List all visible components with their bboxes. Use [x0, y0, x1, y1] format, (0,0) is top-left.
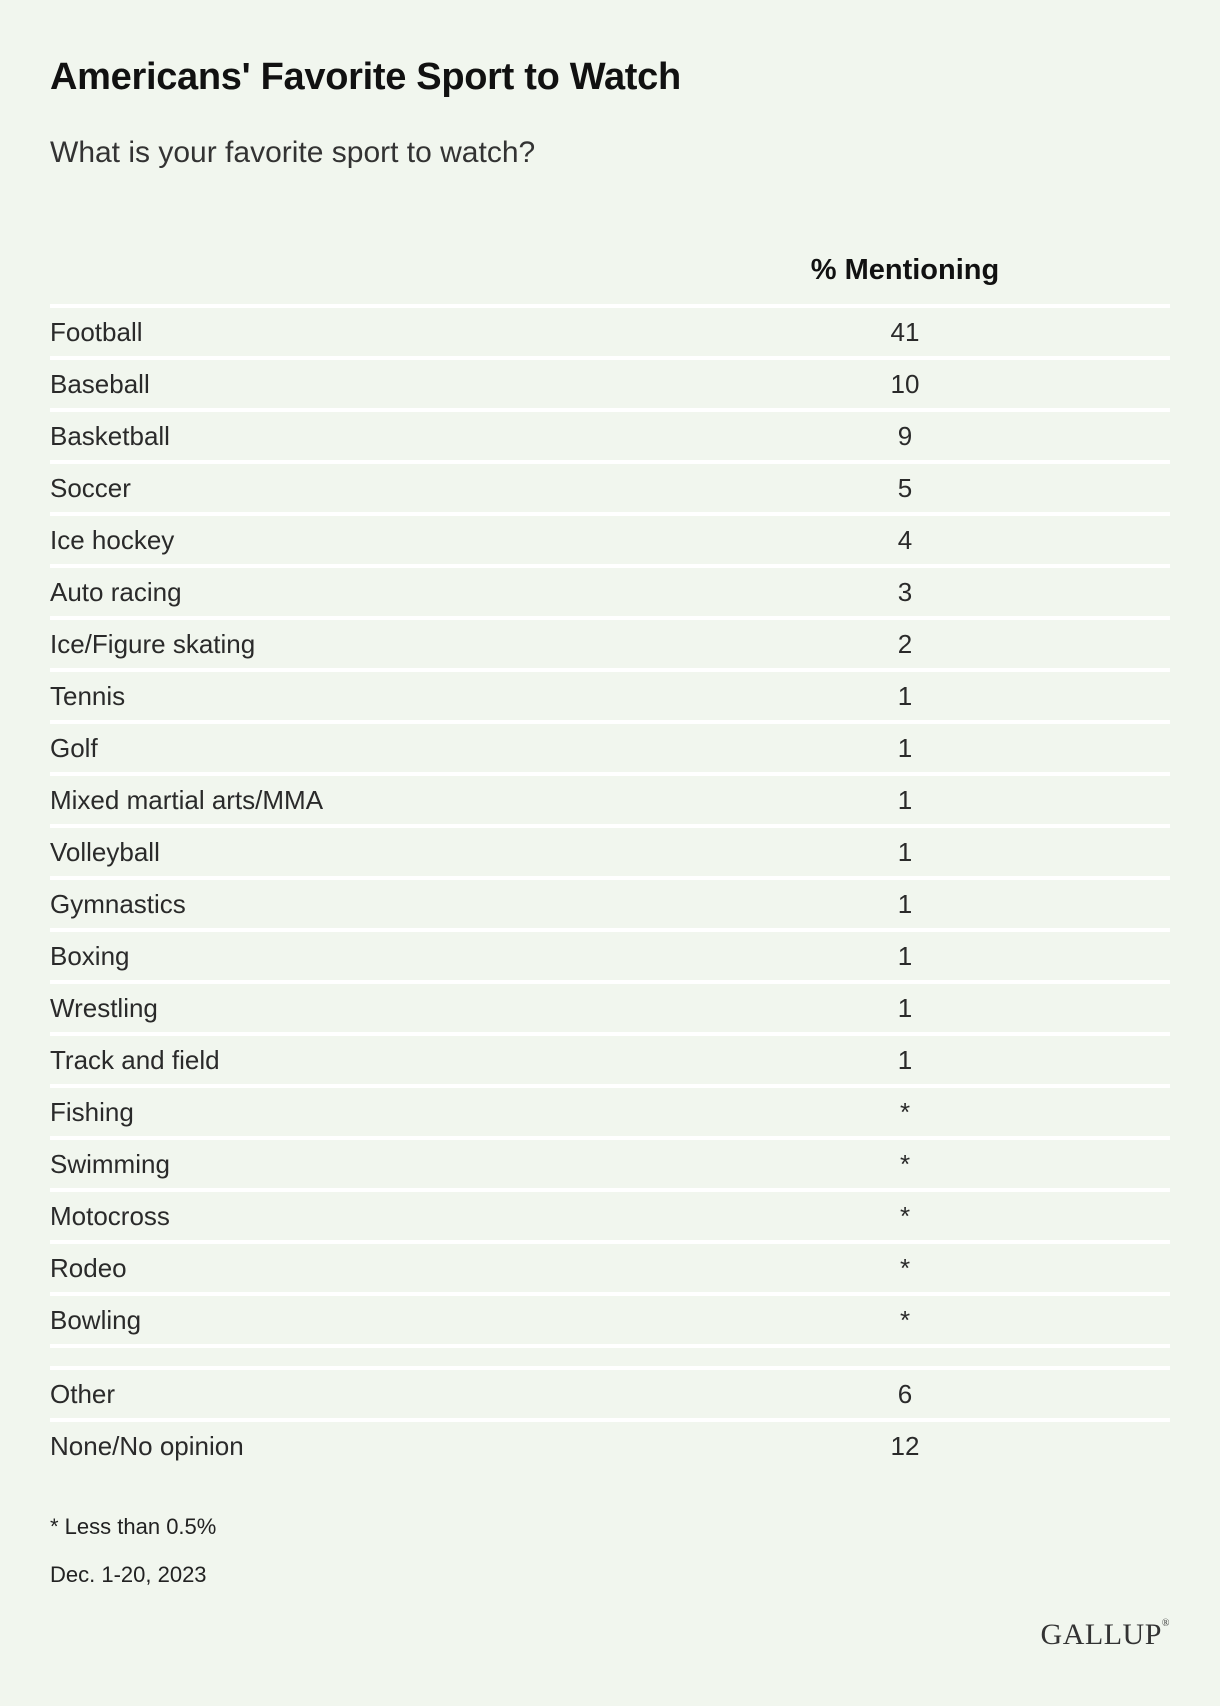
table-row: [50, 516, 1170, 564]
gallup-logo: [1041, 1618, 1170, 1652]
table-row: [50, 412, 1170, 460]
table-row: [50, 1036, 1170, 1084]
row-value: 12: [890, 1430, 920, 1461]
table-row: [50, 984, 1170, 1032]
row-value: *: [899, 1148, 911, 1179]
row-value: 1: [897, 888, 913, 919]
row-value: 6: [897, 1378, 913, 1409]
row-value: 9: [897, 420, 913, 451]
row-label: Golf: [50, 732, 98, 763]
registered-mark: ®: [1161, 1618, 1170, 1629]
row-value: 1: [897, 784, 913, 815]
row-label: Track and field: [50, 1044, 220, 1075]
row-label: Mixed martial arts/MMA: [50, 784, 324, 815]
row-label: Other: [50, 1378, 116, 1409]
row-label: Basketball: [50, 420, 170, 451]
row-label: Soccer: [50, 472, 131, 503]
table-row: [50, 620, 1170, 668]
column-header: % Mentioning: [810, 254, 1000, 286]
row-label: Wrestling: [50, 992, 158, 1023]
row-value: *: [899, 1096, 911, 1127]
group-gap: [50, 1348, 1170, 1366]
row-label: Bowling: [50, 1304, 142, 1335]
row-label: Boxing: [50, 940, 130, 971]
table-row: [50, 1088, 1170, 1136]
table-row: [50, 360, 1170, 408]
row-label: Fishing: [50, 1096, 134, 1127]
row-value: *: [899, 1252, 911, 1283]
table-row: [50, 1140, 1170, 1188]
table-row: [50, 880, 1170, 928]
row-label: Motocross: [50, 1200, 170, 1231]
table-row: [50, 1192, 1170, 1240]
row-label: Rodeo: [50, 1252, 127, 1283]
chart-title: Americans' Favorite Sport to Watch: [50, 56, 681, 98]
table-row: [50, 308, 1170, 356]
table-row: [50, 1244, 1170, 1292]
row-label: Baseball: [50, 368, 150, 399]
row-label: Volleyball: [50, 836, 160, 867]
logo-text: GALLUP: [1040, 1618, 1162, 1651]
row-value: 1: [897, 732, 913, 763]
table-row: [50, 724, 1170, 772]
table-row: [50, 1422, 1170, 1470]
row-label: Auto racing: [50, 576, 182, 607]
row-value: 2: [897, 628, 913, 659]
row-value: 1: [897, 1044, 913, 1075]
table-row: [50, 828, 1170, 876]
table-row: [50, 464, 1170, 512]
row-label: Football: [50, 316, 143, 347]
footnote: * Less than 0.5%: [50, 1514, 217, 1539]
survey-date: Dec. 1-20, 2023: [50, 1562, 207, 1587]
row-value: 1: [897, 992, 913, 1023]
row-value: 4: [897, 524, 913, 555]
row-value: 1: [897, 940, 913, 971]
row-label: Tennis: [50, 680, 126, 711]
row-value: 3: [897, 576, 913, 607]
table-row: [50, 568, 1170, 616]
row-value: 1: [897, 680, 913, 711]
row-value: 1: [897, 836, 913, 867]
row-label: Ice hockey: [50, 524, 175, 555]
row-value: 41: [890, 316, 920, 347]
row-value: *: [899, 1200, 911, 1231]
table-row: [50, 1296, 1170, 1344]
row-value: 10: [890, 368, 920, 399]
data-table: [50, 304, 1170, 1470]
row-label: Ice/Figure skating: [50, 628, 256, 659]
table-row: [50, 932, 1170, 980]
row-value: *: [899, 1304, 911, 1335]
table-row: [50, 672, 1170, 720]
table-row: [50, 776, 1170, 824]
row-label: Gymnastics: [50, 888, 186, 919]
chart-subtitle: What is your favorite sport to watch?: [50, 136, 536, 169]
table-row: [50, 1370, 1170, 1418]
row-value: 5: [897, 472, 913, 503]
row-label: None/No opinion: [50, 1430, 244, 1461]
row-label: Swimming: [50, 1148, 170, 1179]
